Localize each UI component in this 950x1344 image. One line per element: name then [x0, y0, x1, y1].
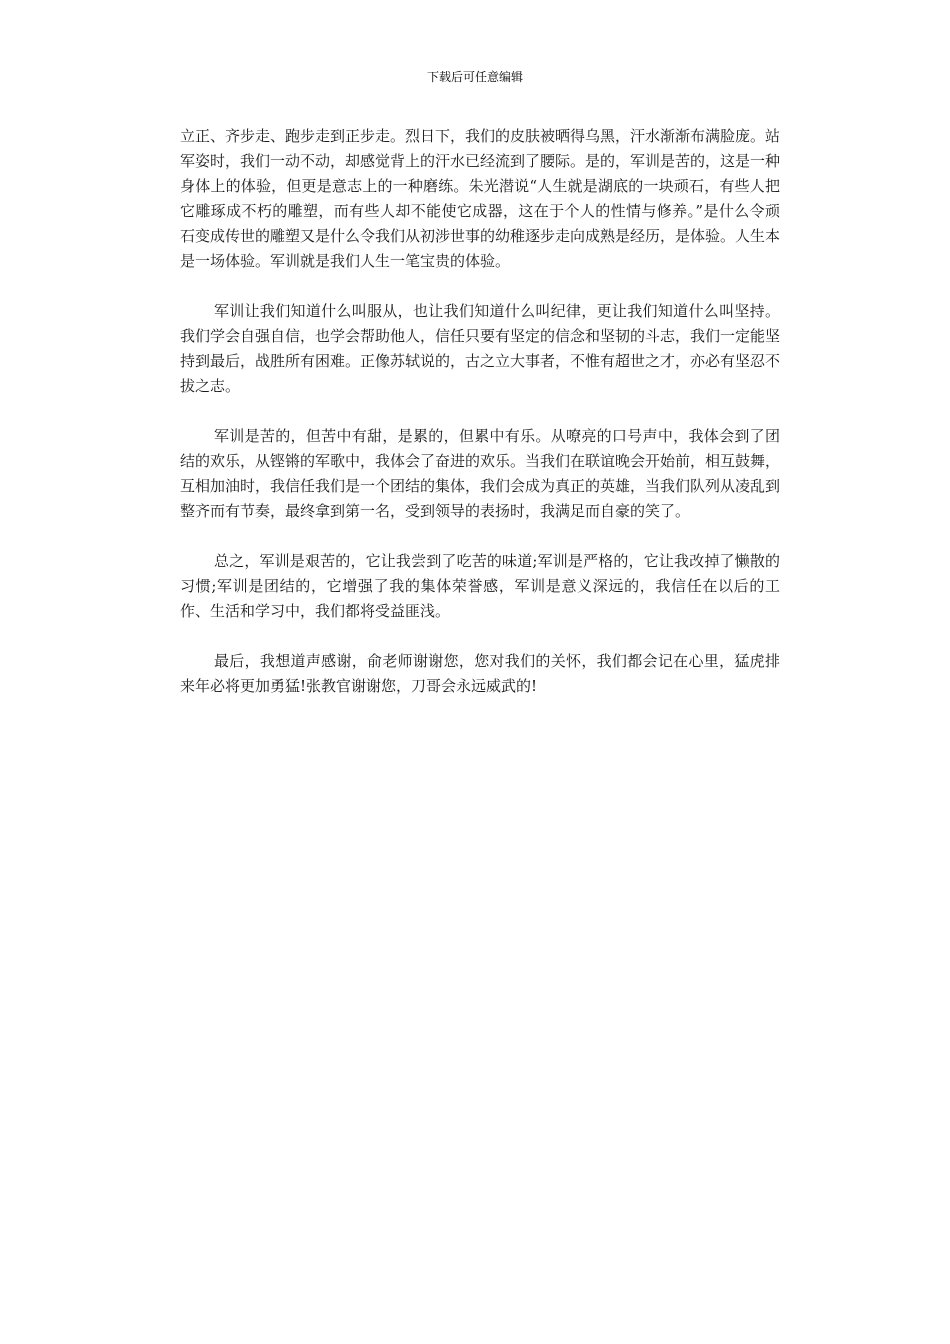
- paragraph-3: 军训是苦的，但苦中有甜，是累的，但累中有乐。从嘹亮的口号声中，我体会到了团结的欢乐，从铿锵的军歌中，我体会了奋进的欢乐。当我们在联谊晚会开始前，相互鼓舞，互相加油时，我信任我们是一个团结的集体，我们会成为真正的英雄，当我们队列从凌乱到整齐而有节奏，最终拿到第一名，受到领导的表扬时，我满足而自豪的笑了。: [180, 427, 781, 520]
- page-header: 下载后可任意编辑: [426, 70, 523, 84]
- paragraph-5: 最后，我想道声感谢，俞老师谢谢您，您对我们的关怀，我们都会记在心里，猛虎排来年必将更加勇猛!张教官谢谢您，刀哥会永远威武的!: [180, 652, 780, 695]
- paragraph-4: 总之，军训是艰苦的，它让我尝到了吃苦的味道;军训是严格的，它让我改掉了懒散的习惯;军训是团结的，它增强了我的集体荣誉感，军训是意义深远的，我信任在以后的工作、生活和学习中，我们都将受益匪浅。: [180, 552, 780, 620]
- paragraph-2: 军训让我们知道什么叫服从，也让我们知道什么叫纪律，更让我们知道什么叫坚持。我们学会自强自信，也学会帮助他人，信任只要有坚定的信念和坚韧的斗志，我们一定能坚持到最后，战胜所有困难。正像苏轼说的，古之立大事者，不惟有超世之才，亦必有坚忍不拔之志。: [180, 302, 781, 395]
- paragraph-1: 立正、齐步走、跑步走到正步走。烈日下，我们的皮肤被晒得乌黑，汗水渐渐布满脸庞。站军姿时，我们一动不动，却感觉背上的汗水已经流到了腰际。是的，军训是苦的，这是一种身体上的体验，但更是意志上的一种磨练。朱光潜说“人生就是湖底的一块顽石，有些人把它雕琢成不朽的雕塑，而有些人却不能使它成器，这在于个人的性情与修养。”是什么令顽石变成传世的雕塑又是什么令我们从初涉世事的幼稚逐步走向成熟是经历，是体验。人生本是一场体验。军训就是我们人生一笔宝贵的体验。: [180, 127, 781, 270]
- document-body: [180, 124, 780, 724]
